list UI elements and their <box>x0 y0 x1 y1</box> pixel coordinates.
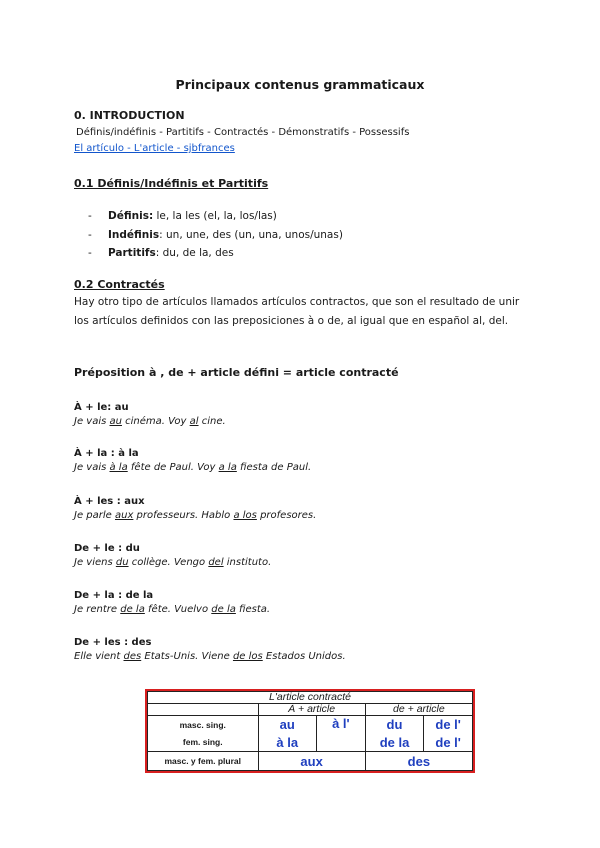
example-sentence: Elle vient des Etats-Unis. Viene de los Estados Unidos. <box>74 651 346 662</box>
col-header-de: de + article <box>365 704 472 716</box>
list-item: - Partitifs: du, de la, des <box>88 244 343 263</box>
example-sentence: Je parle aux professeurs. Hablo a los profesores. <box>74 510 317 521</box>
cell-au: au <box>258 716 317 734</box>
example-title: De + la : de la <box>74 590 154 601</box>
article-link[interactable]: El artículo - L'article - sjbfrances <box>74 143 235 154</box>
example-sentence: Je rentre de la fête. Vuelvo de la fiesta. <box>74 604 271 615</box>
example-title: De + les : des <box>74 637 152 648</box>
example-title: À + le: au <box>74 402 129 413</box>
section2-heading: 0.2 Contractés <box>74 278 165 291</box>
cell-de-la: de la <box>365 734 424 752</box>
intro-heading: 0. INTRODUCTION <box>74 109 185 122</box>
definitions-list <box>88 207 343 263</box>
cell-a-la: à la <box>258 734 317 752</box>
row-label-plural: masc. y fem. plural <box>148 752 259 771</box>
example-sentence: Je vais à la fête de Paul. Voy a la fiesta de Paul. <box>74 462 312 473</box>
example-title: À + les : aux <box>74 496 145 507</box>
list-item: - Indéfinis: un, une, des (un, una, unos/unas) <box>88 226 343 245</box>
section2-paragraph: Hay otro tipo de artículos llamados artículos contractos, que son el resultado de unir los artículos definidos con las preposiciones à o de, al igual que en español al, del. <box>74 296 520 327</box>
contracted-article-table <box>145 689 475 773</box>
intro-topics: Définis/indéfinis - Partitifs - Contractés - Démonstratifs - Possessifs <box>76 127 410 138</box>
cell-de-l-fem: de l' <box>424 734 473 752</box>
list-item: - Définis: le, la les (el, la, los/las) <box>88 207 343 226</box>
example-sentence: Je viens du collège. Vengo del instituto. <box>74 557 272 568</box>
row-label-masc: masc. sing. <box>148 716 259 734</box>
section1-heading: 0.1 Définis/Indéfinis et Partitifs <box>74 177 269 190</box>
example-title: De + le : du <box>74 543 140 554</box>
rule-heading: Préposition à , de + article défini = article contracté <box>74 366 399 379</box>
page-title: Principaux contenus grammaticaux <box>175 77 425 92</box>
row-label-fem: fem. sing. <box>148 734 259 752</box>
cell-des: des <box>365 752 472 771</box>
cell-a-l: à l' <box>317 716 366 752</box>
table-caption: L'article contracté <box>148 692 473 704</box>
col-header-a: À + article <box>258 704 365 716</box>
cell-aux: aux <box>258 752 365 771</box>
cell-du: du <box>365 716 424 734</box>
example-sentence: Je vais au cinéma. Voy al cine. <box>74 416 226 427</box>
cell-de-l-masc: de l' <box>424 716 473 734</box>
example-title: À + la : à la <box>74 448 139 459</box>
